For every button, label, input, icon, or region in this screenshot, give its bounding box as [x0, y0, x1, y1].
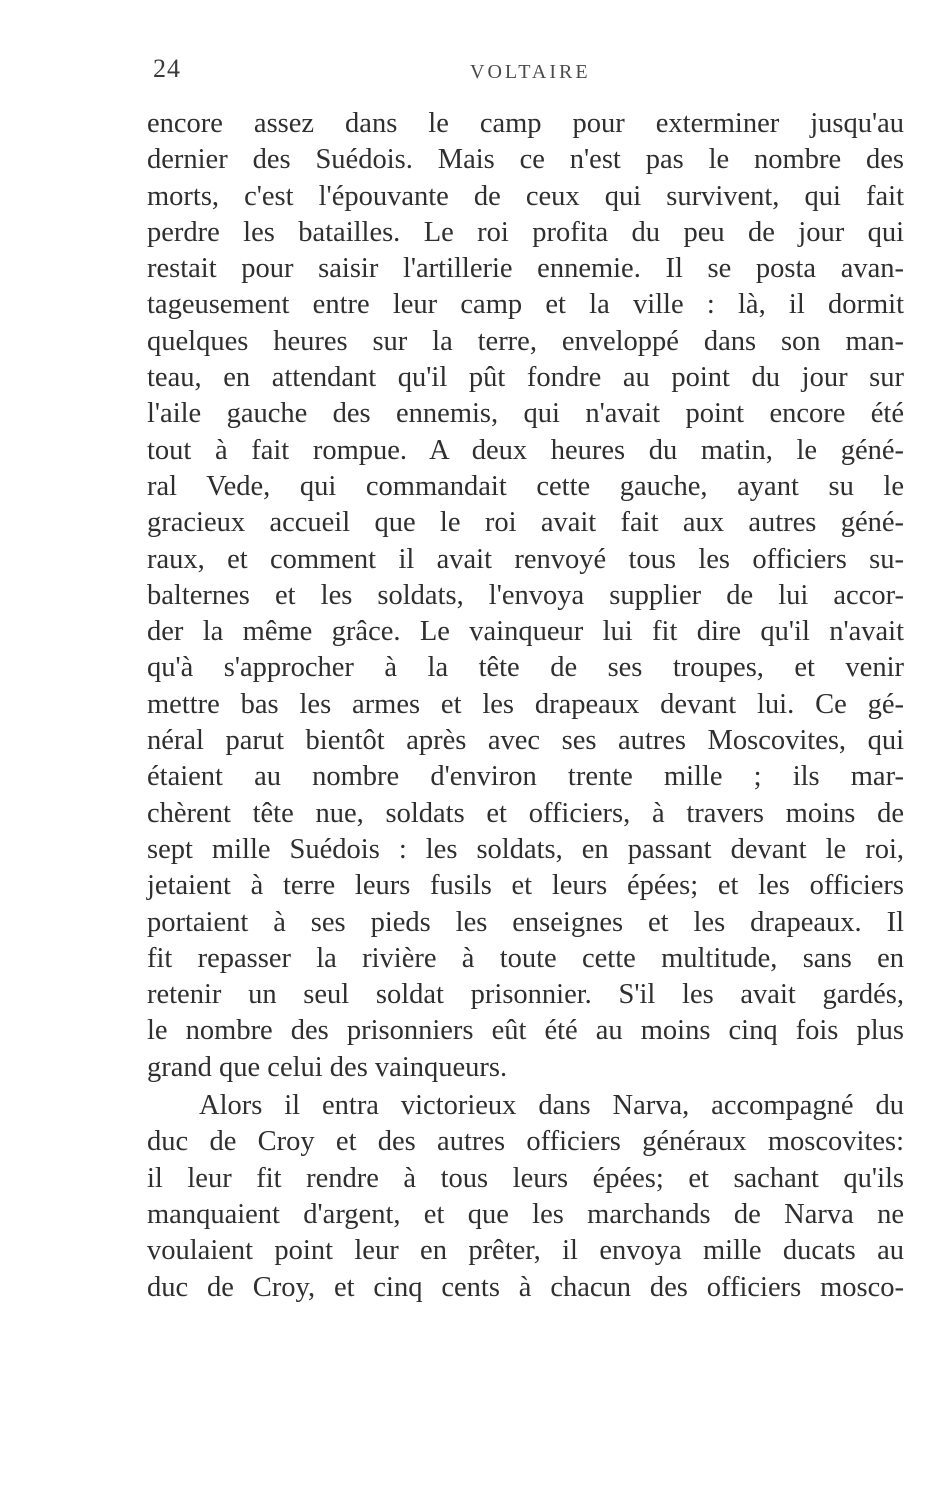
text-line: encore assez dans le camp pour exterminer jusqu'au — [147, 108, 904, 139]
text-line: duc de Croy et des autres officiers généraux moscovites: — [147, 1126, 904, 1158]
text-line: perdre les batailles. Le roi profita du peu de jour qui — [147, 216, 904, 248]
text-line: tageusement entre leur camp et la ville : là, il dormit — [147, 289, 904, 321]
text-line: gracieux accueil que le roi avait fait aux autres géné- — [147, 507, 904, 539]
text-line: tout à fait rompue. A deux heures du matin, le géné- — [147, 434, 904, 466]
text-line: sept mille Suédois : les soldats, en passant devant le roi, — [147, 833, 904, 865]
text-line: retenir un seul soldat prisonnier. S'il les avait gardés, — [147, 979, 904, 1011]
text-line: raux, et comment il avait renvoyé tous les officiers su- — [147, 543, 904, 575]
text-line: fit repasser la rivière à toute cette multitude, sans en — [147, 942, 904, 974]
text-line: néral parut bientôt après avec ses autres Moscovites, qui — [147, 725, 904, 757]
text-line: chèrent tête nue, soldats et officiers, à travers moins de — [147, 797, 904, 829]
text-line: teau, en attendant qu'il pût fondre au point du jour sur — [147, 362, 904, 394]
text-line: qu'à s'approcher à la tête de ses troupes, et venir — [147, 652, 904, 684]
text-line: balternes et les soldats, l'envoya supplier de lui accor- — [147, 579, 904, 611]
text-line: morts, c'est l'épouvante de ceux qui survivent, qui fait — [147, 180, 904, 212]
text-line: duc de Croy, et cinq cents à chacun des officiers mosco- — [147, 1271, 904, 1303]
text-line: il leur fit rendre à tous leurs épées; et sachant qu'ils — [147, 1162, 904, 1194]
text-line: grand que celui des vainqueurs. — [147, 1051, 508, 1083]
text-line: manquaient d'argent, et que les marchands de Narva ne — [147, 1198, 904, 1230]
text-line: der la même grâce. Le vainqueur lui fit dire qu'il n'avait — [147, 616, 904, 648]
page-number: 24 — [153, 54, 181, 83]
text-line: ral Vede, qui commandait cette gauche, ayant su le — [147, 470, 904, 502]
text-line: Alors il entra victorieux dans Narva, accompagné du — [199, 1090, 904, 1122]
text-line: l'aile gauche des ennemis, qui n'avait point encore été — [147, 398, 904, 430]
paragraph — [147, 106, 904, 1086]
text-line: voulaient point leur en prêter, il envoya mille ducats au — [147, 1235, 904, 1267]
text-line: dernier des Suédois. Mais ce n'est pas le nombre des — [147, 144, 904, 176]
text-line: le nombre des prisonniers eût été au moins cinq fois plus — [147, 1015, 904, 1047]
text-line: portaient à ses pieds les enseignes et les drapeaux. Il — [147, 906, 904, 938]
text-line: quelques heures sur la terre, enveloppé dans son man- — [147, 325, 904, 357]
body-text — [147, 106, 904, 1306]
text-line: mettre bas les armes et les drapeaux devant lui. Ce gé- — [147, 688, 904, 720]
running-title: VOLTAIRE — [470, 61, 591, 83]
text-line: restait pour saisir l'artillerie ennemie. Il se posta avan- — [147, 253, 904, 285]
text-line: jetaient à terre leurs fusils et leurs épées; et les officiers — [147, 870, 904, 902]
text-line: étaient au nombre d'environ trente mille ; ils mar- — [147, 761, 904, 793]
paragraph — [147, 1088, 904, 1306]
